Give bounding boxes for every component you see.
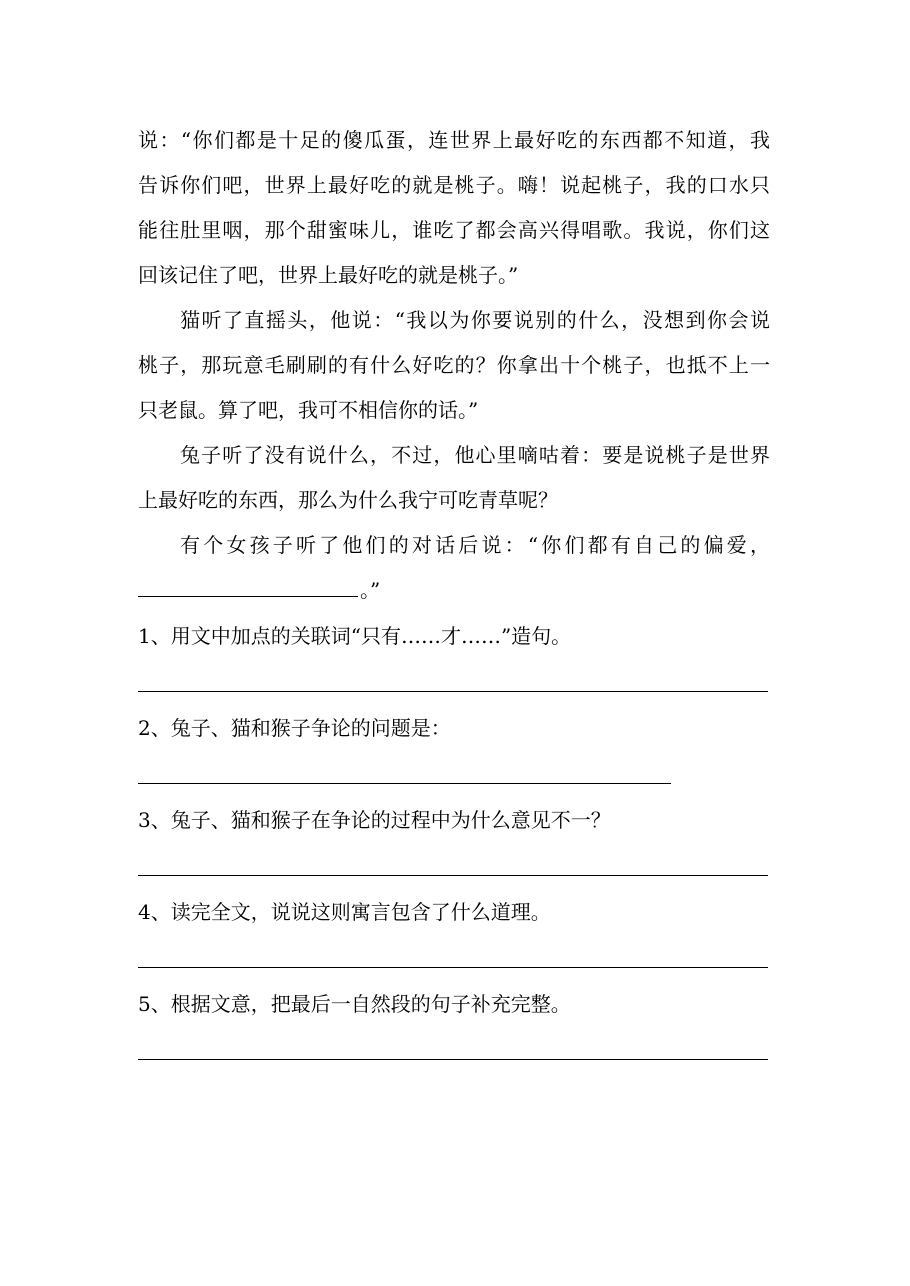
answer-line[interactable] bbox=[138, 691, 768, 692]
answer-row-5 bbox=[138, 1028, 770, 1073]
answer-line[interactable] bbox=[138, 783, 671, 784]
answer-row-2 bbox=[138, 752, 770, 797]
answer-line[interactable] bbox=[138, 875, 768, 876]
question-5: 5、根据文意，把最后一自然段的句子补充完整。 bbox=[138, 992, 571, 1016]
answer-line[interactable] bbox=[138, 1059, 768, 1060]
passage-line: 桃子，那玩意毛刷刷的有什么好吃的？你拿出十个桃子，也抵不上一 bbox=[138, 353, 770, 377]
passage-fill-line bbox=[138, 568, 770, 613]
worksheet-page bbox=[138, 118, 770, 1073]
passage-line: 兔子听了没有说什么，不过，他心里嘀咕着：要是说桃子是世界 bbox=[180, 443, 770, 467]
passage-line: 说：“你们都是十足的傻瓜蛋，连世界上最好吃的东西都不知道，我 bbox=[138, 128, 770, 152]
question-1: 1、用文中加点的关联词“只有……才……”造句。 bbox=[138, 624, 572, 648]
passage-line: 能往肚里咽，那个甜蜜味儿，谁吃了都会高兴得唱歌。我说，你们这 bbox=[138, 218, 770, 242]
passage-line: 上最好吃的东西，那么为什么我宁可吃青草呢？ bbox=[138, 488, 558, 512]
passage-line: 回该记住了吧，世界上最好吃的就是桃子。” bbox=[138, 263, 519, 287]
fill-in-blank[interactable] bbox=[138, 572, 358, 597]
answer-row-3 bbox=[138, 844, 770, 889]
answer-row-1 bbox=[138, 660, 770, 705]
questions-section bbox=[138, 613, 770, 1073]
passage-line: 告诉你们吧，世界上最好吃的就是桃子。嗨！说起桃子，我的口水只 bbox=[138, 173, 770, 197]
passage-line: 猫听了直摇头，他说：“我以为你要说别的什么，没想到你会说 bbox=[180, 308, 770, 332]
passage-line: 只老鼠。算了吧，我可不相信你的话。” bbox=[138, 398, 479, 422]
question-3: 3、兔子、猫和猴子在争论的过程中为什么意见不一？ bbox=[138, 808, 611, 832]
answer-line[interactable] bbox=[138, 967, 768, 968]
question-4: 4、读完全文，说说这则寓言包含了什么道理。 bbox=[138, 900, 551, 924]
reading-passage bbox=[138, 118, 770, 613]
question-2: 2、兔子、猫和猴子争论的问题是： bbox=[138, 716, 451, 740]
passage-line-end: 。” bbox=[360, 578, 381, 602]
passage-line: 有个女孩子听了他们的对话后说：“你们都有自己的偏爱， bbox=[180, 533, 770, 557]
answer-row-4 bbox=[138, 936, 770, 981]
